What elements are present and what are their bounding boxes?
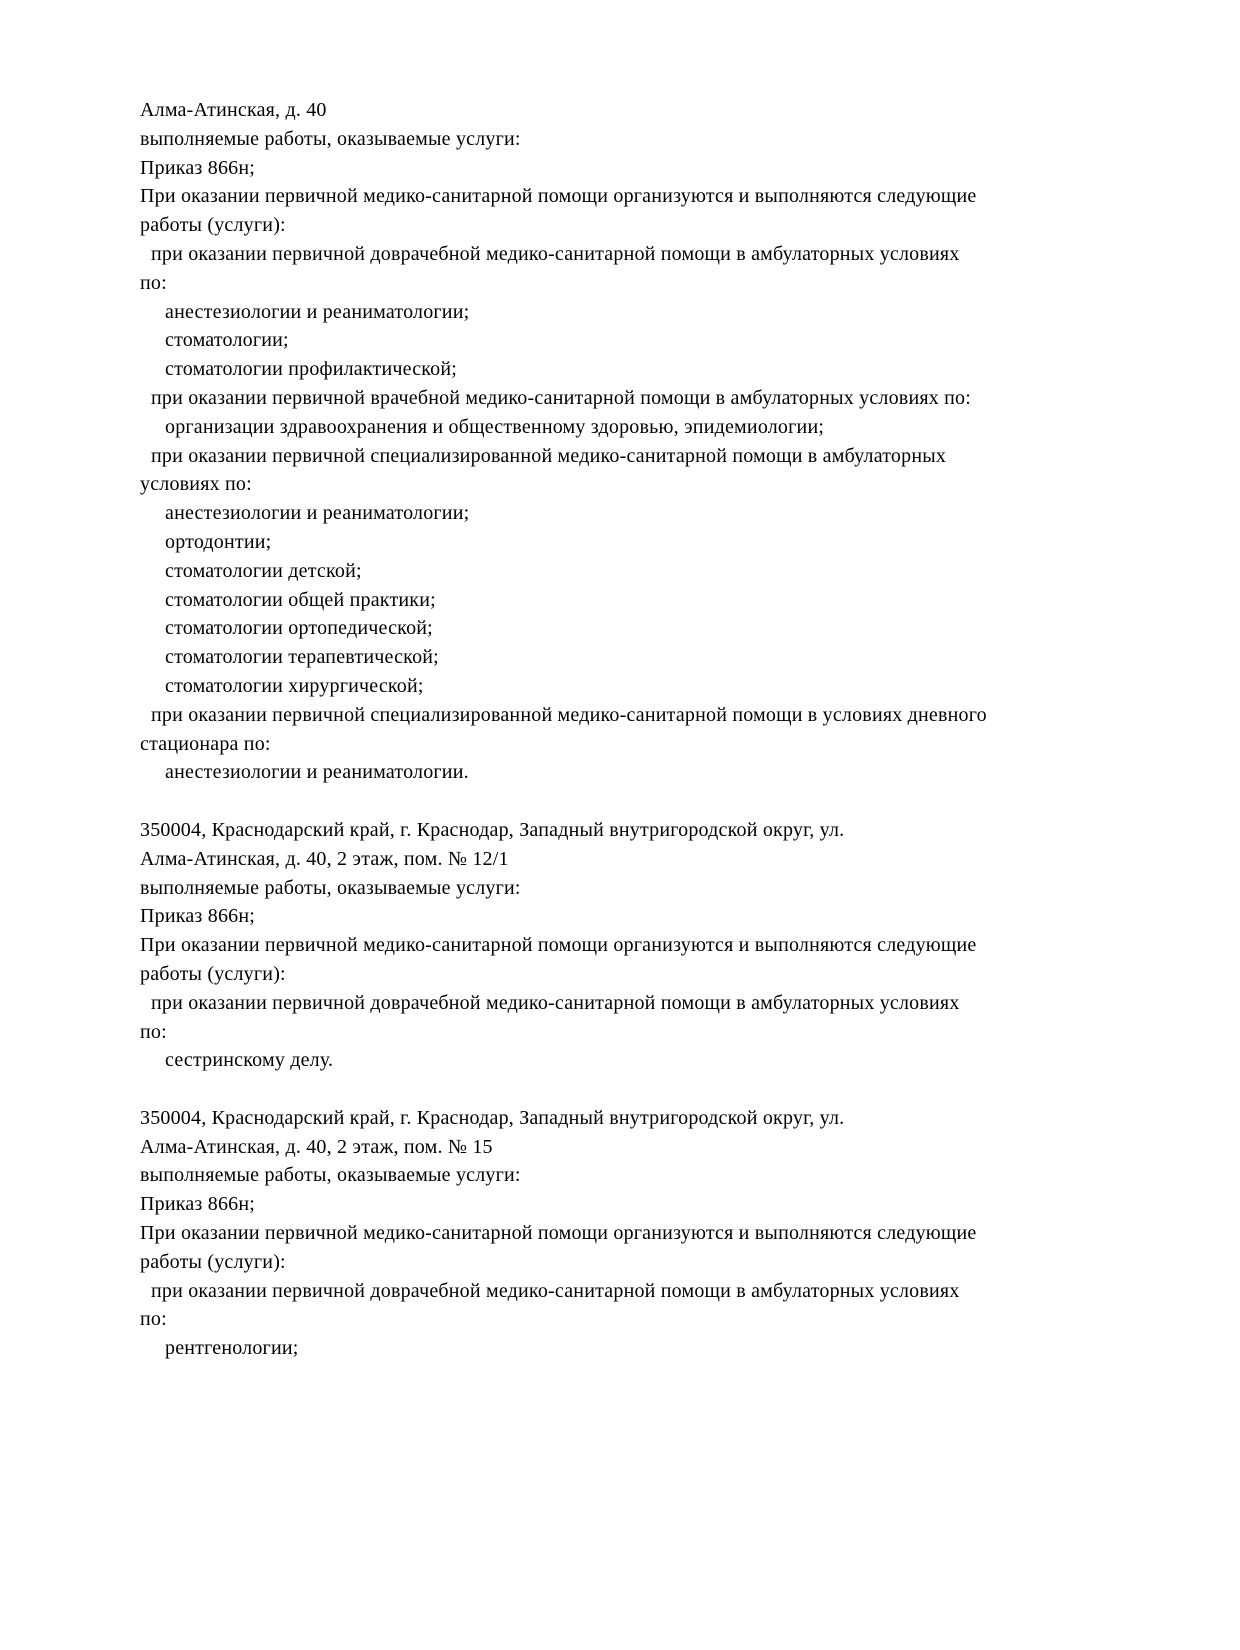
text-line: При оказании первичной медико-санитарной помощи организуются и выполняются следующие <box>140 185 977 208</box>
text-line: организации здравоохранения и общественному здоровью, эпидемиологии; <box>165 415 825 438</box>
text-line: выполняемые работы, оказываемые услуги: <box>140 127 521 150</box>
text-line: ортодонтии; <box>165 530 272 553</box>
text-line: условиях по: <box>140 473 252 496</box>
text-line: Приказ 866н; <box>140 1193 255 1216</box>
text-line: Алма-Атинская, д. 40, 2 этаж, пом. № 15 <box>140 1135 493 1158</box>
text-line: Алма-Атинская, д. 40, 2 этаж, пом. № 12/1 <box>140 847 509 870</box>
text-line: при оказании первичной доврачебной медико-санитарной помощи в амбулаторных условиях <box>151 242 960 265</box>
text-line: при оказании первичной врачебной медико-санитарной помощи в амбулаторных условиях по: <box>151 386 972 409</box>
text-line: рентгенологии; <box>165 1337 299 1360</box>
text-line: анестезиологии и реаниматологии. <box>165 761 469 784</box>
text-line: стоматологии; <box>165 329 289 352</box>
text-line: стоматологии ортопедической; <box>165 617 433 640</box>
text-line: стационара по: <box>140 732 271 755</box>
text-line: работы (услуги): <box>140 1250 286 1273</box>
text-line: при оказании первичной доврачебной медико-санитарной помощи в амбулаторных условиях <box>151 991 960 1014</box>
text-line: выполняемые работы, оказываемые услуги: <box>140 876 521 899</box>
text-line: выполняемые работы, оказываемые услуги: <box>140 1164 521 1187</box>
text-line: по: <box>140 1308 167 1331</box>
text-line: анестезиологии и реаниматологии; <box>165 300 470 323</box>
text-line: стоматологии общей практики; <box>165 588 436 611</box>
text-line: Приказ 866н; <box>140 905 255 928</box>
text-line: при оказании первичной специализированной медико-санитарной помощи в условиях дневного <box>151 703 987 726</box>
text-line: стоматологии детской; <box>165 559 362 582</box>
text-line: При оказании первичной медико-санитарной помощи организуются и выполняются следующие <box>140 1222 977 1245</box>
text-line: при оказании первичной специализированной медико-санитарной помощи в амбулаторных <box>151 444 947 467</box>
text-line: при оказании первичной доврачебной медико-санитарной помощи в амбулаторных условиях <box>151 1279 960 1302</box>
text-line: по: <box>140 271 167 294</box>
text-line: работы (услуги): <box>140 962 286 985</box>
text-line: 350004, Краснодарский край, г. Краснодар, Западный внутригородской округ, ул. <box>140 818 845 841</box>
blank-line <box>140 1075 1190 1104</box>
text-line: стоматологии профилактической; <box>165 358 458 381</box>
text-line: по: <box>140 1020 167 1043</box>
text-line: стоматологии хирургической; <box>165 674 424 697</box>
text-line: анестезиологии и реаниматологии; <box>165 502 470 525</box>
text-line: 350004, Краснодарский край, г. Краснодар, Западный внутригородской округ, ул. <box>140 1106 845 1129</box>
text-line: При оказании первичной медико-санитарной помощи организуются и выполняются следующие <box>140 934 977 957</box>
text-line: сестринскому делу. <box>165 1049 334 1072</box>
text-line: работы (услуги): <box>140 214 286 237</box>
text-line: Приказ 866н; <box>140 156 255 179</box>
text-line: стоматологии терапевтической; <box>165 646 439 669</box>
document-body <box>140 96 1190 1363</box>
blank-line <box>140 787 1190 816</box>
text-line: Алма-Атинская, д. 40 <box>140 99 327 121</box>
